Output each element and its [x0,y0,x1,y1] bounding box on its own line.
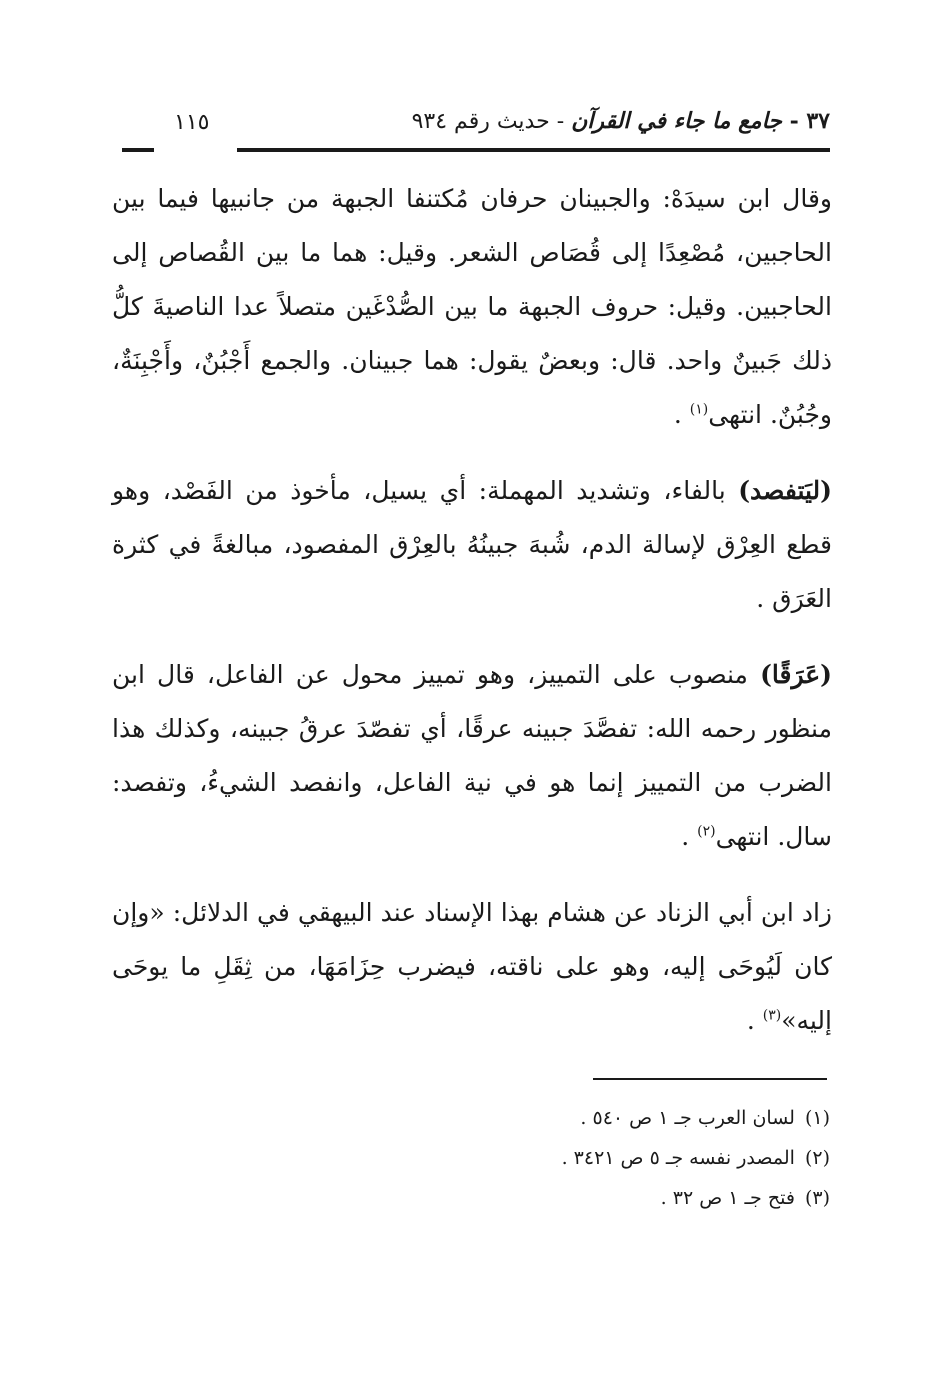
chapter-number: ٣٧ - [781,108,830,134]
book-title: جامع ما جاء في القرآن [571,108,782,134]
running-header [122,108,830,142]
gloss-term: (ليَتفصد) [738,476,832,505]
header-title [412,108,830,134]
footnote-ref: (١) [689,401,709,418]
main-text [112,172,832,1070]
paragraph: (عَرَقًا) منصوب على التمييز، وهو تمييز محول عن الفاعل، قال ابن منظور رحمه الله: تفصَّدَ جبينه عرقًا، أي تفصّدَ عرقُ جبينه، وكذلك هذا الضرب من التمييز إنما هو في نية الفاعل، وانفصد الشيءُ، وتفصد: سال. انتهى$^{(٢)}$ . [112,660,832,851]
header-rule [237,148,830,152]
page-number: ١١٥ [174,110,210,135]
footnote: (١)لسان العرب جـ ١ ص ٥٤٠ . [580,1107,830,1129]
paragraph: وقال ابن سيدَهْ: والجبينان حرفان مُكتنفا الجبهة من جانبيها فيما بين الحاجبين، مُصْعِدًا إلى قُصَاص الشعر. وقيل: هما ما بين القُصاص إلى الحاجبين. وقيل: حروف الجبهة ما بين الصُّدْغَين متصلاً عدا الناصيةَ كلُّ ذلك جَبينٌ واحد. قال: وبعضٌ يقول: هما جبينان. والجمع أَجْبُنٌ، وأَجْبِنَةٌ، وجُبُنٌ. انتهى$^{(١)}$ . [112,184,832,429]
paragraph: (ليَتفصد) بالفاء، وتشديد المهملة: أي يسيل، مأخوذ من الفَصْد، وهو قطع العِرْق لإسالة الدم، شُبهَ جبينُهُ بالعِرْق المفصود، مبالغةً في كثرة العَرَق . [112,476,832,613]
footnote: (٣)فتح جـ ١ ص ٣٢ . [660,1187,830,1209]
footnote: (٢)المصدر نفسه جـ ٥ ص ٣٤٢١ . [561,1147,830,1169]
paragraph: زاد ابن أبي الزناد عن هشام بهذا الإسناد عند البيهقي في الدلائل: «وإن كان لَيُوحَى إليه، وهو على ناقته، فيضرب حِزَامَهَا، من ثِقَلِ ما يوحَى إليه»$^{(٣)}$ . [112,898,832,1035]
footnotes [400,1098,830,1218]
gloss-term: (عَرَقًا) [760,660,832,689]
footnote-ref: (٣) [762,1007,782,1024]
hadith-number: - حديث رقم ٩٣٤ [411,109,572,134]
footnote-separator [593,1078,827,1080]
footnote-ref: (٢) [697,823,716,840]
page-number-rule [122,148,154,152]
